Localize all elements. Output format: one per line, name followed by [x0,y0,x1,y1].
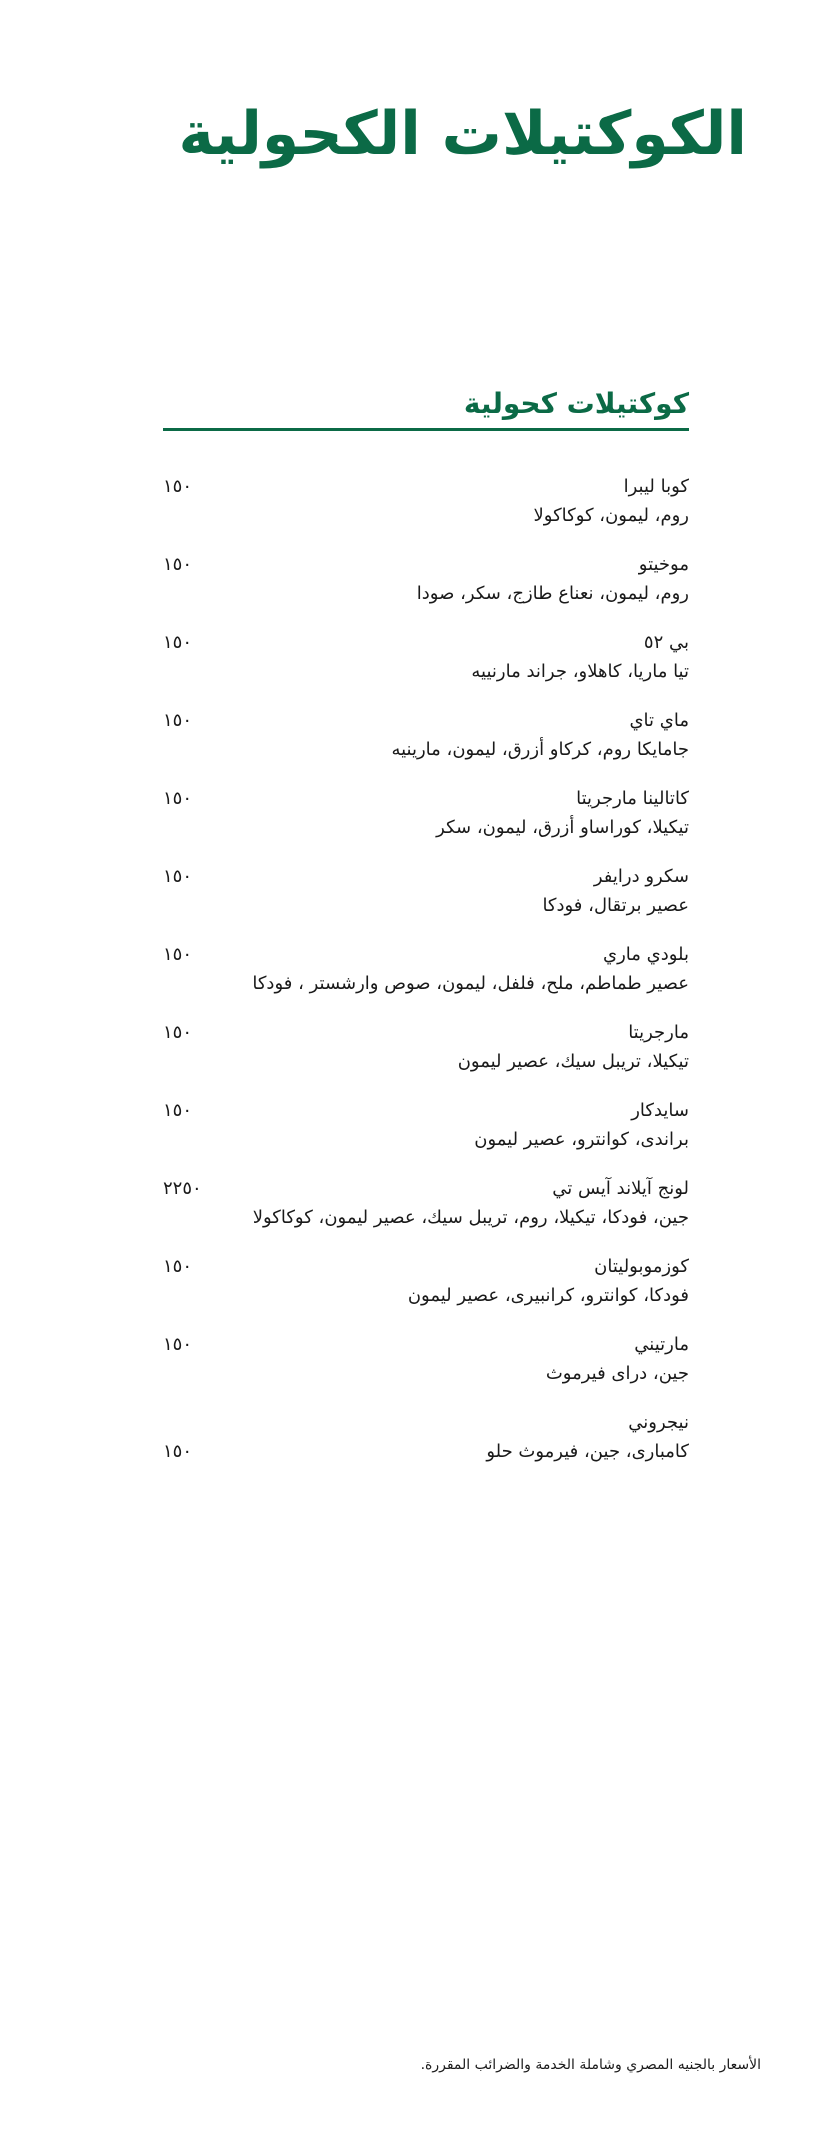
menu-item-price: ٢٢٥٠ [163,1178,202,1200]
menu-item-price: ١٥٠ [163,1441,193,1463]
menu-item-description: براندى، كوانترو، عصير ليمون [474,1129,689,1151]
menu-item [163,707,689,785]
menu-item [163,1097,689,1175]
menu-item [163,863,689,941]
menu-item-description: تيا ماريا، كاهلاو، جراند مارنييه [471,661,689,683]
menu-item-price: ١٥٠ [163,476,193,498]
menu-item-description: عصير برتقال، فودكا [542,895,689,917]
menu-item [163,629,689,707]
menu-item [163,1019,689,1097]
menu-item-name: نيجروني [628,1412,689,1434]
menu-item [163,1409,689,1487]
menu-item-description: كامبارى، جين، فيرموث حلو [486,1441,689,1463]
menu-item-name: موخيتو [638,554,689,576]
menu-item-name: كوزموبوليتان [594,1256,689,1278]
menu-item-description: روم، ليمون، كوكاكولا [533,505,689,527]
menu-item-description: عصير طماطم، ملح، فلفل، ليمون، صوص وارشستر ، فودكا [252,973,689,995]
menu-item-name: كوبا ليبرا [623,476,689,498]
menu-item [163,941,689,1019]
menu-item [163,1175,689,1253]
menu-item-description: تيكيلا، تريبل سيك، عصير ليمون [457,1051,689,1073]
menu-items-list [163,473,689,1487]
menu-item [163,1331,689,1409]
menu-item [163,551,689,629]
menu-item-price: ١٥٠ [163,710,193,732]
page-title: الكوكتيلات الكحولية [178,99,747,169]
menu-item [163,473,689,551]
menu-item-price: ١٥٠ [163,866,193,888]
menu-item [163,785,689,863]
menu-item-description: جين، فودكا، تيكيلا، روم، تريبل سيك، عصير ليمون، كوكاكولا [252,1207,689,1229]
menu-item-name: ماي تاي [629,710,689,732]
menu-item-name: لونج آيلاند آيس تي [552,1178,689,1200]
menu-item [163,1253,689,1331]
menu-item-price: ١٥٠ [163,1100,193,1122]
menu-item-description: جامايكا روم، كركاو أزرق، ليمون، مارينيه [391,739,689,761]
menu-item-description: فودكا، كوانترو، كرانبيرى، عصير ليمون [407,1285,689,1307]
menu-item-price: ١٥٠ [163,1022,193,1044]
menu-item-price: ١٥٠ [163,788,193,810]
footer-note: الأسعار بالجنيه المصري وشاملة الخدمة والضرائب المقررة. [420,2057,761,2073]
menu-item-price: ١٥٠ [163,632,193,654]
menu-item-price: ١٥٠ [163,554,193,576]
menu-item-name: بلودي ماري [602,944,689,966]
menu-item-name: بي ٥٢ [643,632,689,654]
menu-item-price: ١٥٠ [163,944,193,966]
menu-item-description: روم، ليمون، نعناع طازج، سكر، صودا [416,583,689,605]
menu-item-price: ١٥٠ [163,1256,193,1278]
section-heading: كوكتيلات كحولية [163,386,689,431]
menu-item-name: سكرو درايفر [593,866,689,888]
menu-item-description: جين، دراى فيرموث [545,1363,689,1385]
menu-item-name: كاتالينا مارجريتا [576,788,689,810]
menu-item-description: تيكيلا، كوراساو أزرق، ليمون، سكر [436,817,689,839]
menu-item-name: مارجريتا [628,1022,689,1044]
menu-item-name: مارتيني [634,1334,689,1356]
menu-item-price: ١٥٠ [163,1334,193,1356]
menu-item-name: سايدكار [631,1100,689,1122]
menu-section [163,386,689,1487]
